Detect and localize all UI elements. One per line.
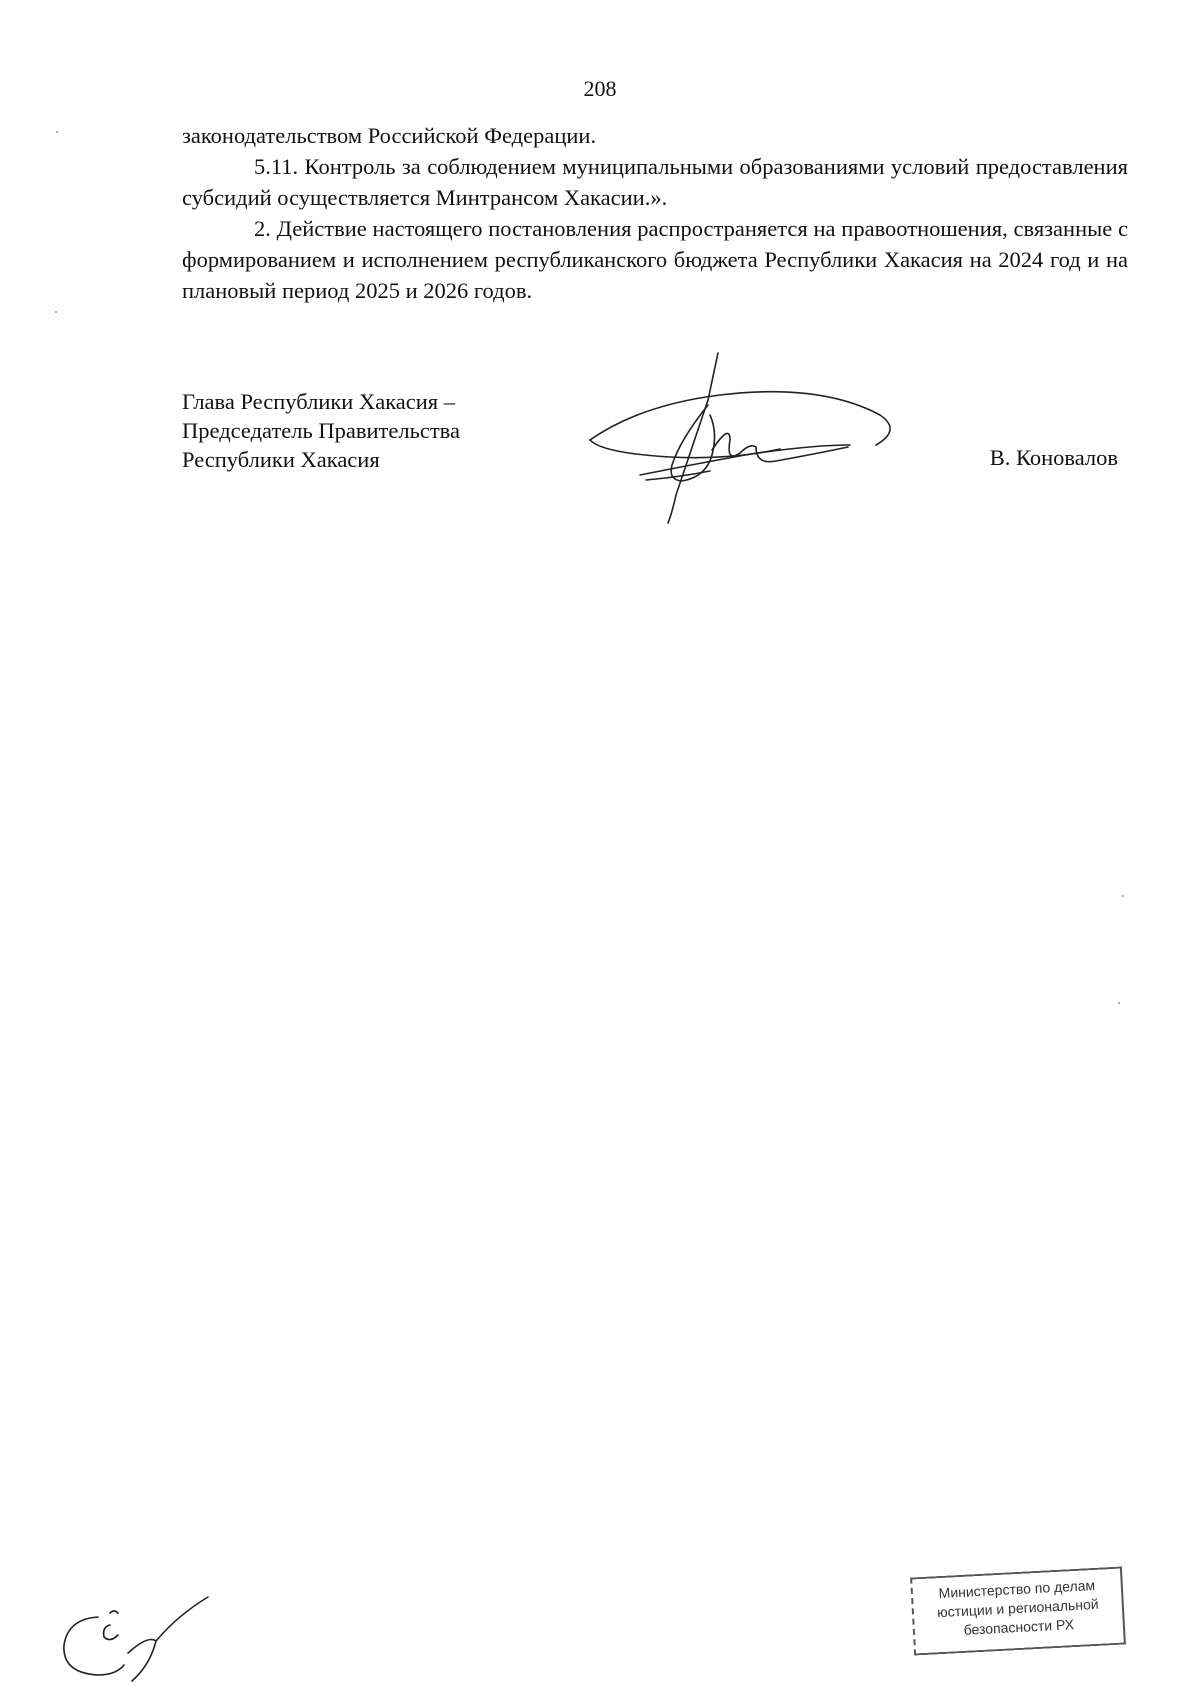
handwritten-signature — [580, 345, 900, 525]
scan-speck — [55, 311, 57, 313]
signatory-title-line-2: Председатель Правительства — [182, 418, 460, 443]
paragraph-continuation: законодательством Российской Федерации. — [182, 123, 597, 148]
signatory-title — [182, 387, 460, 474]
stamp-line-3: безопасности РХ — [963, 1616, 1075, 1638]
document-body — [182, 120, 1128, 306]
page-number: 208 — [583, 76, 617, 101]
scan-speck — [1118, 1002, 1120, 1004]
initials-mark — [58, 1595, 228, 1685]
paragraph-5-11: 5.11. Контроль за соблюдением муниципальными образованиями условий предоставления субсидий осуществляется Минтрансом Хакасии.». — [182, 154, 1128, 210]
stamp-line-1: Министерство по делам — [938, 1576, 1096, 1602]
stamp-line-2: юстиции и региональной — [936, 1595, 1099, 1621]
scan-speck — [1122, 895, 1124, 897]
signer-name: В. Коновалов — [989, 445, 1118, 470]
paragraph-2: 2. Действие настоящего постановления распространяется на правоотношения, связанные с формированием и исполнением республиканского бюджета Республики Хакасия на 2024 год и на плановый период 2025 и 2026 годов. — [182, 216, 1128, 303]
ministry-stamp — [910, 1567, 1126, 1656]
signatory-title-line-1: Глава Республики Хакасия – — [182, 389, 456, 414]
scan-speck — [56, 131, 58, 133]
signatory-title-line-3: Республики Хакасия — [182, 447, 380, 472]
